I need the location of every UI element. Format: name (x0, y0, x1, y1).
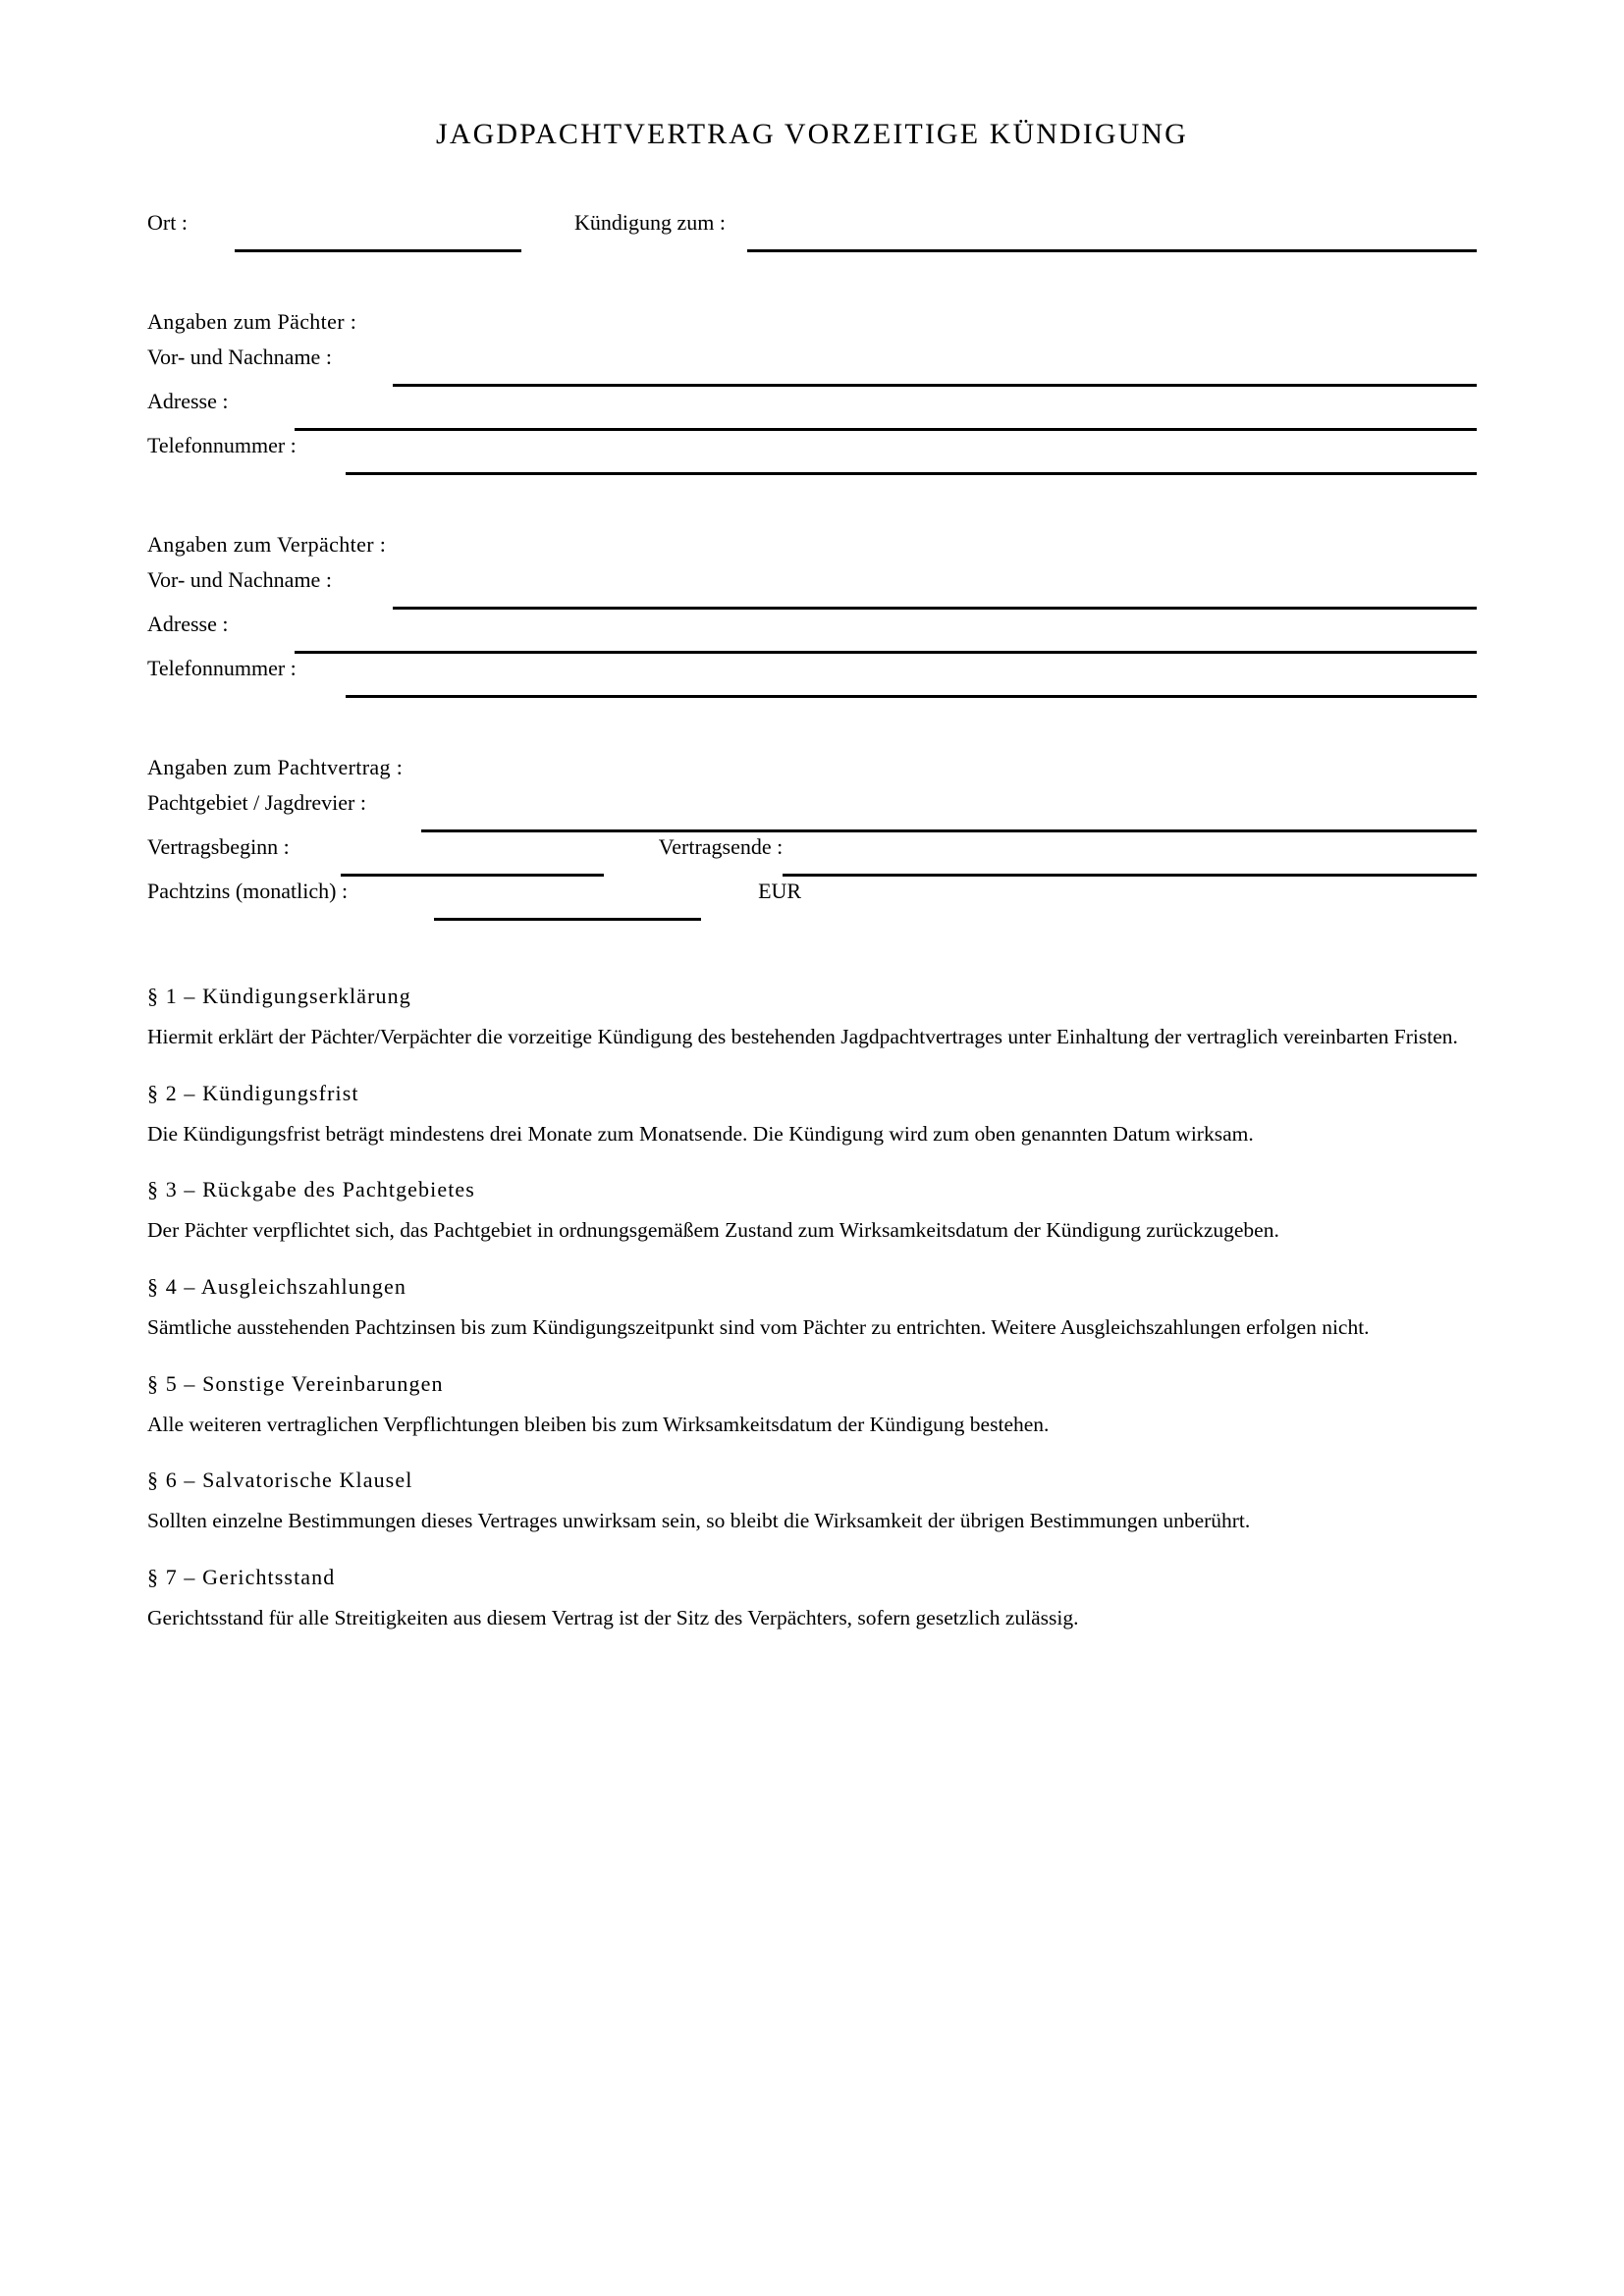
clause-6 (147, 1468, 1477, 1537)
clause-body: Alle weiteren vertraglichen Verpflichtungen bleiben bis zum Wirksamkeitsdatum der Kündigung bestehen. (147, 1412, 1050, 1436)
verpaechter-adresse-label: Adresse : (147, 612, 229, 636)
paechter-adresse-input[interactable] (295, 428, 1477, 431)
row-paechter-telefon (147, 435, 1477, 479)
paechter-name-label: Vor- und Nachname : (147, 345, 332, 369)
clause-body: Sollten einzelne Bestimmungen dieses Vertrages unwirksam sein, so bleibt die Wirksamkeit der übrigen Bestimmungen unberührt. (147, 1509, 1251, 1533)
clause-5 (147, 1371, 1477, 1441)
clause-4 (147, 1274, 1477, 1344)
row-ort-kuendigung (147, 212, 1477, 256)
verpaechter-section-label: Angaben zum Verpächter : (147, 532, 387, 557)
paechter-telefon-input[interactable] (346, 472, 1477, 475)
kuendigung-zum-label: Kündigung zum : (573, 210, 726, 235)
ort-label: Ort : (147, 210, 188, 235)
clause-heading: § 1 – Kündigungserklärung (147, 984, 411, 1008)
row-paechter-name (147, 347, 1477, 391)
vertragsende-input[interactable] (783, 874, 1477, 877)
row-verpaechter-name (147, 569, 1477, 614)
kuendigung-zum-input[interactable] (747, 249, 1477, 252)
clause-heading: § 6 – Salvatorische Klausel (147, 1468, 413, 1493)
pachtgebiet-input[interactable] (421, 829, 1477, 832)
clause-2 (147, 1081, 1477, 1150)
clause-1 (147, 984, 1477, 1053)
clause-3 (147, 1177, 1477, 1247)
paechter-section-label: Angaben zum Pächter : (147, 309, 357, 334)
clause-heading: § 5 – Sonstige Vereinbarungen (147, 1370, 444, 1396)
clause-body: Gerichtsstand für alle Streitigkeiten aus diesem Vertrag ist der Sitz des Verpächters, sofern gesetzlich zulässig. (147, 1606, 1079, 1630)
pachtzins-input[interactable] (434, 918, 701, 921)
pachtgebiet-label: Pachtgebiet / Jagdrevier : (147, 790, 366, 815)
row-paechter-adresse (147, 391, 1477, 435)
clause-body: Hiermit erklärt der Pächter/Verpächter die vorzeitige Kündigung des bestehenden Jagdpachtvertrages unter Einhaltung der vertraglich vereinbarten Fristen. (147, 1025, 1458, 1048)
spacer (147, 702, 1477, 747)
vertragsbeginn-input[interactable] (341, 874, 604, 877)
clause-heading: § 2 – Kündigungsfrist (147, 1080, 359, 1105)
spacer (147, 479, 1477, 524)
pachtzins-currency-label: EUR (758, 879, 802, 903)
paechter-name-input[interactable] (393, 384, 1477, 387)
clause-heading: § 3 – Rückgabe des Pachtgebietes (147, 1177, 475, 1202)
verpaechter-telefon-input[interactable] (346, 695, 1477, 698)
vertragsbeginn-label: Vertragsbeginn : (147, 834, 290, 859)
row-pachtzins (147, 881, 1477, 925)
verpaechter-telefon-label: Telefonnummer : (147, 656, 297, 680)
verpaechter-name-label: Vor- und Nachname : (147, 567, 332, 592)
clause-body: Sämtliche ausstehenden Pachtzinsen bis zum Kündigungszeitpunkt sind vom Pächter zu entrichten. Weitere Ausgleichszahlungen erfolgen nicht. (147, 1315, 1370, 1340)
form-fields-section (147, 212, 1477, 925)
clauses-section (147, 984, 1477, 1634)
pachtzins-label: Pachtzins (monatlich) : (147, 879, 349, 903)
verpaechter-name-input[interactable] (393, 607, 1477, 610)
page-title: JAGDPACHTVERTRAG VORZEITIGE KÜNDIGUNG (436, 118, 1188, 150)
clause-heading: § 7 – Gerichtsstand (147, 1565, 336, 1590)
clause-heading: § 4 – Ausgleichszahlungen (147, 1274, 406, 1300)
clause-body: Die Kündigungsfrist beträgt mindestens drei Monate zum Monatsende. Die Kündigung wird zum oben genannten Datum wirksam. (147, 1121, 1254, 1146)
row-pachtgebiet (147, 792, 1477, 836)
paechter-adresse-label: Adresse : (147, 389, 229, 413)
row-vertragslaufzeit (147, 836, 1477, 881)
clause-body: Der Pächter verpflichtet sich, das Pachtgebiet in ordnungsgemäßem Zustand zum Wirksamkeitsdatum der Kündigung zurückzugeben. (147, 1218, 1279, 1243)
verpaechter-adresse-input[interactable] (295, 651, 1477, 654)
ort-input[interactable] (235, 249, 521, 252)
clause-7 (147, 1565, 1477, 1634)
vertragsende-label: Vertragsende : (658, 834, 784, 859)
spacer (147, 256, 1477, 301)
pachtvertrag-section-label: Angaben zum Pachtvertrag : (147, 755, 404, 779)
row-verpaechter-telefon (147, 658, 1477, 702)
row-verpaechter-adresse (147, 614, 1477, 658)
paechter-telefon-label: Telefonnummer : (147, 433, 297, 457)
